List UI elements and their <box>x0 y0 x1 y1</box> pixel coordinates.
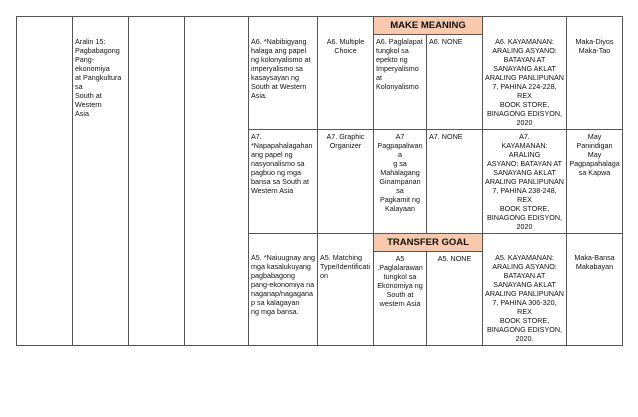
make-meaning-header: MAKE MEANING <box>374 17 483 35</box>
empty-cell <box>129 17 185 346</box>
empty-cell <box>185 17 249 346</box>
empty-cell <box>249 233 318 251</box>
resources-cell <box>483 251 567 346</box>
values-text: May Panindigan May Pagpapahalaga sa Kapwa <box>569 131 620 177</box>
competency-cell <box>249 251 318 346</box>
empty-cell <box>483 233 567 251</box>
activity-cell <box>374 129 427 233</box>
competency-text: A5. *Naiuugnay ang mga kasalukuyang pagbabagong pang-ekonomiya na naganap/nagagana p sa kalagayan ng mga bansa. <box>251 253 315 316</box>
activity-text: A7 Pagpapaliwana g sa Mahalagang Ginampanan sa Pagkamit ng Kalayaan <box>377 131 423 213</box>
offline-cell <box>427 35 483 130</box>
resources-cell <box>483 35 567 130</box>
empty-cell <box>567 17 623 35</box>
offline-text: A5. NONE <box>437 253 472 263</box>
offline-cell <box>427 251 483 346</box>
competency-text: A7. *Napapahalagahan ang papel ng nasyonalismo sa pagbuo ng mga bansa sa South at Western Asia <box>251 131 313 195</box>
assessment-cell <box>318 129 374 233</box>
offline-text: A7. NONE <box>429 131 463 141</box>
transfer-goal-header: TRANSFER GOAL <box>374 233 483 251</box>
lesson-title-cell <box>73 17 129 346</box>
lesson-plan-table <box>16 16 623 346</box>
resources-text: A5. KAYAMANAN: ARALING ASYANO: BATAYAN AT SANAYANG AKLAT ARALING PANLIPUNAN 7, PAHINA 306-320, REX BOOK STORE, BINAGONG EDISYON, 2020. <box>485 253 564 343</box>
assessment-text: A7. Graphic Organizer <box>326 131 365 150</box>
make-meaning-header-row <box>17 17 623 35</box>
competency-cell <box>249 35 318 130</box>
competency-text: A6. *Nabibigyang halaga ang papel ng kolonyalismo at imperyalismo sa kasaysayan ng South at Western Asia. <box>251 36 311 100</box>
values-cell <box>567 129 623 233</box>
values-cell <box>567 35 623 130</box>
values-text: Maka-Bansa Makabayan <box>574 253 615 271</box>
activity-cell <box>374 35 427 130</box>
resources-cell <box>483 129 567 233</box>
empty-cell <box>17 17 73 346</box>
assessment-cell <box>318 251 374 346</box>
empty-cell <box>318 233 374 251</box>
activity-cell <box>374 251 427 346</box>
assessment-text: A6. Multiple Choice <box>326 36 365 55</box>
empty-cell <box>249 17 318 35</box>
empty-cell <box>318 17 374 35</box>
assessment-text: A5. Matching Type/Identificati on <box>320 253 370 280</box>
activity-text: A5 .Paglalarawan tungkol sa Ekonomiya ng South at western Asia <box>377 253 423 308</box>
offline-text: A6. NONE <box>429 37 463 46</box>
competency-cell <box>249 129 318 233</box>
empty-cell <box>567 233 623 251</box>
resources-text: A6. KAYAMANAN: ARALING ASYANO: BATAYAN AT SANAYANG AKLAT ARALING PANLIPUNAN 7, PAHINA 224-228, REX BOOK STORE, BINAGONG EDISYON, 2020 <box>485 36 564 127</box>
values-cell <box>567 251 623 346</box>
assessment-cell <box>318 35 374 130</box>
resources-text: A7. KAYAMANAN: ARALING ASYANO: BATAYAN AT SANAYANG AKLAT ARALING PANLIPUNAN 7, PAHINA 238-248, REX BOOK STORE, BINAGONG EDISYON, 2020 <box>485 131 564 231</box>
lesson-title: Aralin 15: Pagbabagong Pang-ekonomiya at Pangkultura sa South at Western Asia <box>75 37 122 118</box>
values-text: Maka-Diyos Maka-Tao <box>575 36 614 55</box>
activity-text: A6. Paglalapat tungkol sa epekto ng Imperyalismo at Kolonyalismo <box>376 37 423 91</box>
empty-cell <box>483 17 567 35</box>
offline-cell <box>427 129 483 233</box>
